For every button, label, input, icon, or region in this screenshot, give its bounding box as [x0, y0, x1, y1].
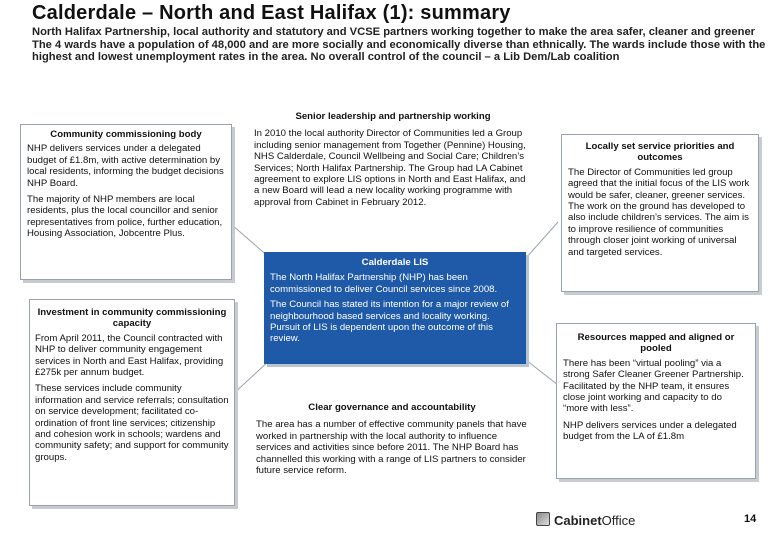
governance-section: [256, 402, 528, 476]
intro-text: [32, 26, 772, 64]
resources-para-2: NHP delivers services under a delegated budget from the LA of £1.8m: [563, 419, 737, 443]
calderdale-lis-para-1: The North Halifax Partnership (NHP) has been commissioned to deliver Council services since 2008.: [270, 272, 498, 295]
intro-paragraph-2: The 4 wards have a population of 48,000 and are more socially and economically diverse than ethnically. The wards include those with the highest and lowest unemployment rates in the area. No overall control of the council – a Lib Dem/Lab coalition: [32, 38, 766, 64]
cabinet-office-logo: [536, 512, 635, 528]
community-body-heading: Community commissioning body: [50, 129, 202, 140]
priorities-heading: Locally set service priorities and outcomes: [585, 141, 735, 164]
calderdale-lis-box: [264, 252, 526, 364]
connector-center-bottom-left: [232, 360, 270, 395]
calderdale-lis-heading: Calderdale LIS: [361, 257, 429, 268]
investment-para-1: From April 2011, the Council contracted with NHP to deliver community engagement services in North and East Halifax, providing £275k per annum budget.: [35, 332, 224, 379]
resources-heading: Resources mapped and aligned or pooled: [577, 332, 735, 355]
priorities-box: [561, 134, 759, 292]
priorities-body: The Director of Communities led group agreed that the initial focus of the LIS work would be safer, cleaner, greener services. The work on the ground has developed to also include children’s services. The aim is to improve resilience of communities through closer joint working of universal and targeted services.: [568, 166, 750, 258]
senior-leadership-body: In 2010 the local authority Director of Communities led a Group including senior management from Together (Pennine) Housing, NHS Calderdale, Council Wellbeing and Social Care; Children’s Services; North Halifax Partnership. The Group had LA Cabinet agreement to explore LIS options in North and East Halifax, and a new Board will lead a new locality working programme with approval from Cabinet in February 2012.: [254, 128, 526, 208]
page-number: 14: [744, 513, 757, 525]
senior-leadership-heading: Senior leadership and partnership working: [295, 111, 491, 122]
connector-center-top-right: [526, 222, 558, 258]
page-title: Calderdale – North and East Halifax (1): summary: [32, 2, 511, 24]
resources-box: [556, 323, 756, 479]
investment-heading: Investment in community commissioning capacity: [37, 307, 227, 330]
resources-para-1: There has been “virtual pooling” via a strong Safer Cleaner Greener Partnership. Facilitated by the NHP team, it ensures close joint working and capacity to do “more with less”.: [563, 357, 744, 415]
senior-leadership-section: [254, 111, 532, 208]
connector-center-bottom-right: [526, 360, 558, 385]
community-body-para-2: The majority of NHP members are local residents, plus the local councillor and senior representatives from police, further education, Housing Association, Jobcentre Plus.: [27, 194, 223, 240]
community-body-box: [20, 124, 232, 280]
community-body-para-1: NHP delivers services under a delegated budget of £1.8m, with active determination by local residents, informing the budget decisions NHP Board.: [27, 143, 224, 189]
intro-paragraph-1: North Halifax Partnership, local authority and statutory and VCSE partners working together to make the area safer, cleaner and greener: [32, 26, 756, 38]
investment-box: [29, 299, 235, 506]
crest-icon: [536, 512, 550, 526]
governance-body: The area has a number of effective community panels that have worked in partnership with the local authority to influence services and activities since before 2011. The NHP Board has channelled this working with a range of LIS partners to consider future service reform.: [256, 419, 527, 477]
governance-heading: Clear governance and accountability: [308, 402, 476, 413]
logo-office-text: Office: [601, 513, 636, 528]
logo-cabinet-text: Cabinet: [554, 513, 602, 528]
calderdale-lis-para-2: The Council has stated its intention for a major review of neighbourhood based services and locality working. Pursuit of LIS is dependent upon the outcome of this review.: [270, 299, 509, 345]
investment-para-2: These services include community information and service referrals; consultation on service development; facilitated co-ordination of front line services; citizenship and cohesion work in schools; wardens and community safety; and support for community groups.: [35, 383, 229, 463]
